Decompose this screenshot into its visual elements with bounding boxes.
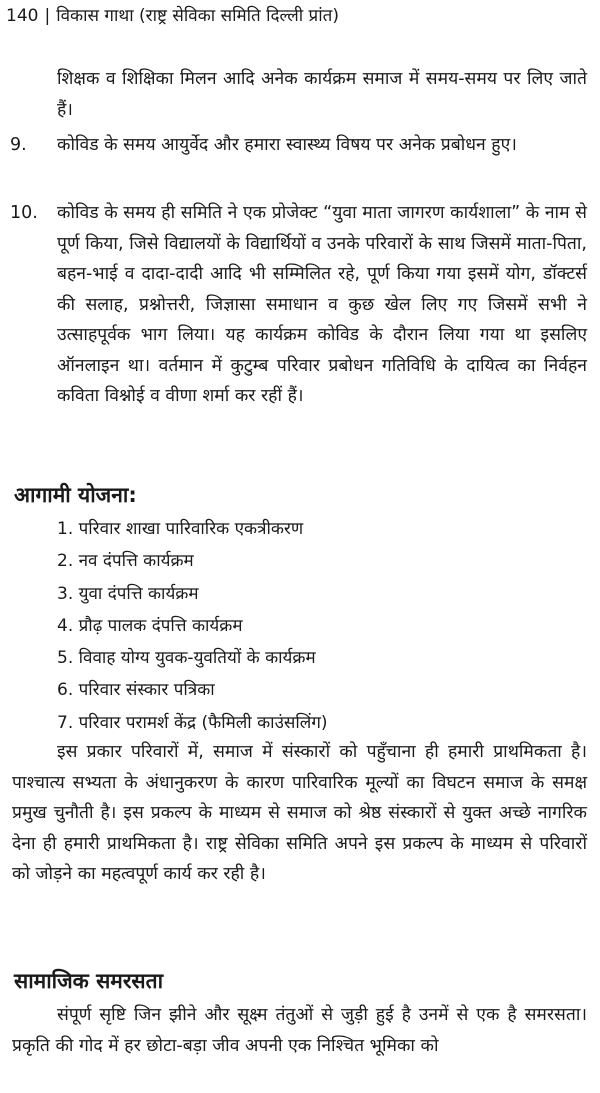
body-paragraph: इस प्रकार परिवारों में, समाज में संस्कारों को पहुँचाना ही हमारी प्राथमिकता है। पाश्चात्य सभ्यता के अंधानुकरण के कारण पारिवारिक मूल्यों का विघटन समाज के समक्ष प्रमुख चुनौती है। इस प्रकल्प के माध्यम से समाज को श्रेष्ठ संस्कारों से युक्त अच्छे नागरिक देना ही हमारी प्राथमिकता है। राष्ट्र सेविका समिति अपने इस प्रकल्प के माध्यम से परिवारों को जोड़ने का महत्वपूर्ण कार्य कर रही है। bbox=[12, 742, 587, 884]
list-item: 4. प्रौढ़ पालक दंपत्ति कार्यक्रम bbox=[57, 615, 243, 636]
page-number: 140 bbox=[6, 6, 39, 26]
list-item: 2. नव दंपत्ति कार्यक्रम bbox=[57, 551, 194, 572]
continuation-paragraph: शिक्षक व शिक्षिका मिलन आदि अनेक कार्यक्रम समाज में समय-समय पर लिए जाते हैं। bbox=[57, 69, 587, 120]
list-item-text: कोविड के समय ही समिति ने एक प्रोजेक्ट “युवा माता जागरण कार्यशाला” के नाम से पूर्ण किया, जिसे विद्यालयों के विद्यार्थियों व उनके परिवारों के साथ जिसमें माता-पिता, बहन-भाई व दादा-दादी आदि भी सम्मिलित रहे, पूर्ण किया गया इसमें योग, डॉक्टर्स की सलाह, प्रश्नोत्तरी, जिज्ञासा समाधान व कुछ खेल लिए गए जिसमें सभी ने उत्साहपूर्वक भाग लिया। यह कार्यक्रम कोविड के दौरान लिया गया था इसलिए ऑनलाइन था। वर्तमान में कुटुम्ब परिवार प्रबोधन गतिविधि के दायित्व का निर्वहन कविता विश्नोई व वीणा शर्मा कर रहीं हैं। bbox=[57, 203, 587, 406]
item-number: 9. bbox=[10, 135, 27, 155]
item-number: 10. bbox=[10, 203, 38, 223]
list-item: 7. परिवार परामर्श केंद्र (फैमिली काउंसलिंग) bbox=[57, 712, 328, 733]
section-heading-upcoming-plan: आगामी योजना: bbox=[14, 483, 137, 507]
section-heading-social-harmony: सामाजिक समरसता bbox=[14, 969, 164, 993]
list-item: 5. विवाह योग्य युवक-युवतियों के कार्यक्रम bbox=[57, 648, 316, 669]
list-item: 1. परिवार शाखा पारिवारिक एकत्रीकरण bbox=[57, 519, 304, 539]
list-item: 3. युवा दंपत्ति कार्यक्रम bbox=[57, 583, 199, 604]
list-item-text: कोविड के समय आयुर्वेद और हमारा स्वास्थ्य विषय पर अनेक प्रबोधन हुए। bbox=[57, 135, 517, 155]
body-paragraph: संपूर्ण सृष्टि जिन झीने और सूक्ष्म तंतुओं से जुड़ी हुई है उनमें से एक है समरसता। प्रकृति की गोद में हर छोटा-बड़ा जीव अपनी एक निश्चित भूमिका को bbox=[12, 1005, 587, 1056]
page-header bbox=[6, 4, 339, 28]
header-separator: | bbox=[44, 6, 51, 26]
running-title: विकास गाथा (राष्ट्र सेविका समिति दिल्ली प्रांत) bbox=[56, 6, 339, 26]
list-item: 6. परिवार संस्कार पत्रिका bbox=[57, 680, 215, 701]
upcoming-plan-list bbox=[57, 513, 328, 739]
